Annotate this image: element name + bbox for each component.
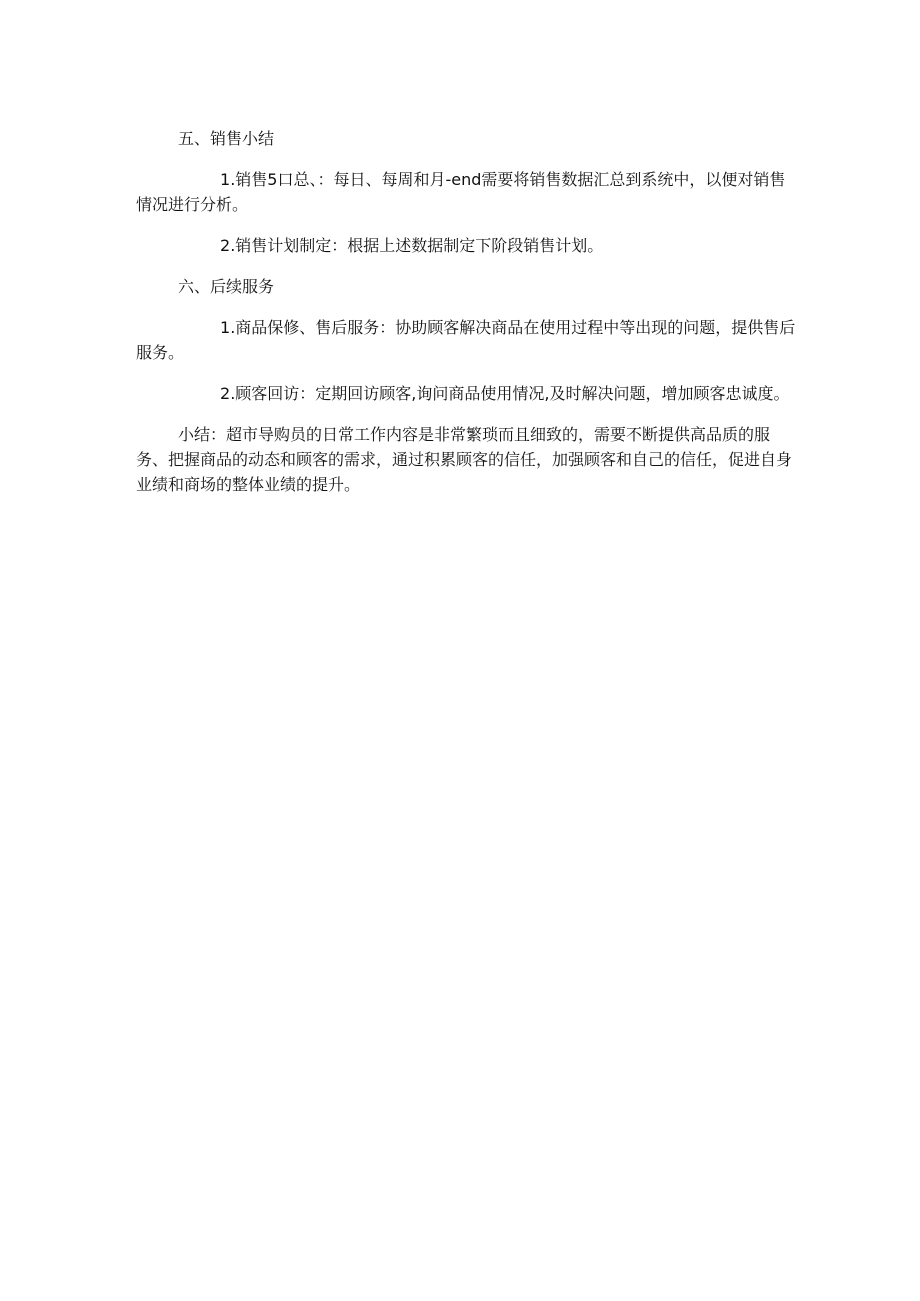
list-item [136, 315, 796, 365]
list-item [136, 233, 796, 258]
document-body [136, 126, 796, 513]
item-number: 2 [220, 384, 231, 403]
section-heading-after-sales: 六、后续服务 [178, 277, 275, 296]
list-item [136, 167, 796, 217]
item-text: .商品保修、售后服务：协助顾客解决商品在使用过程中等出现的问题，提供售后服务。 [136, 318, 796, 362]
item-text: .销售5口总、：每日、每周和月-end需要将销售数据汇总到系统中，以便对销售情况进行分析。 [136, 170, 786, 214]
item-text: .顾客回访：定期回访顾客,询问商品使用情况,及时解决问题，增加顾客忠诚度。 [230, 384, 790, 403]
item-number: 2 [220, 236, 231, 255]
list-item [136, 381, 796, 406]
summary-paragraph: 小结：超市导购员的日常工作内容是非常繁琐而且细致的，需要不断提供高品质的服务、把握商品的动态和顾客的需求，通过积累顾客的信任，加强顾客和自己的信任，促进自身业绩和商场的整体业绩的提升。 [136, 425, 793, 494]
item-number: 1 [220, 170, 231, 189]
section-heading-sales-summary: 五、销售小结 [178, 129, 275, 148]
item-text: .销售计划制定：根据上述数据制定下阶段销售计划。 [230, 236, 604, 255]
item-number: 1 [220, 318, 231, 337]
